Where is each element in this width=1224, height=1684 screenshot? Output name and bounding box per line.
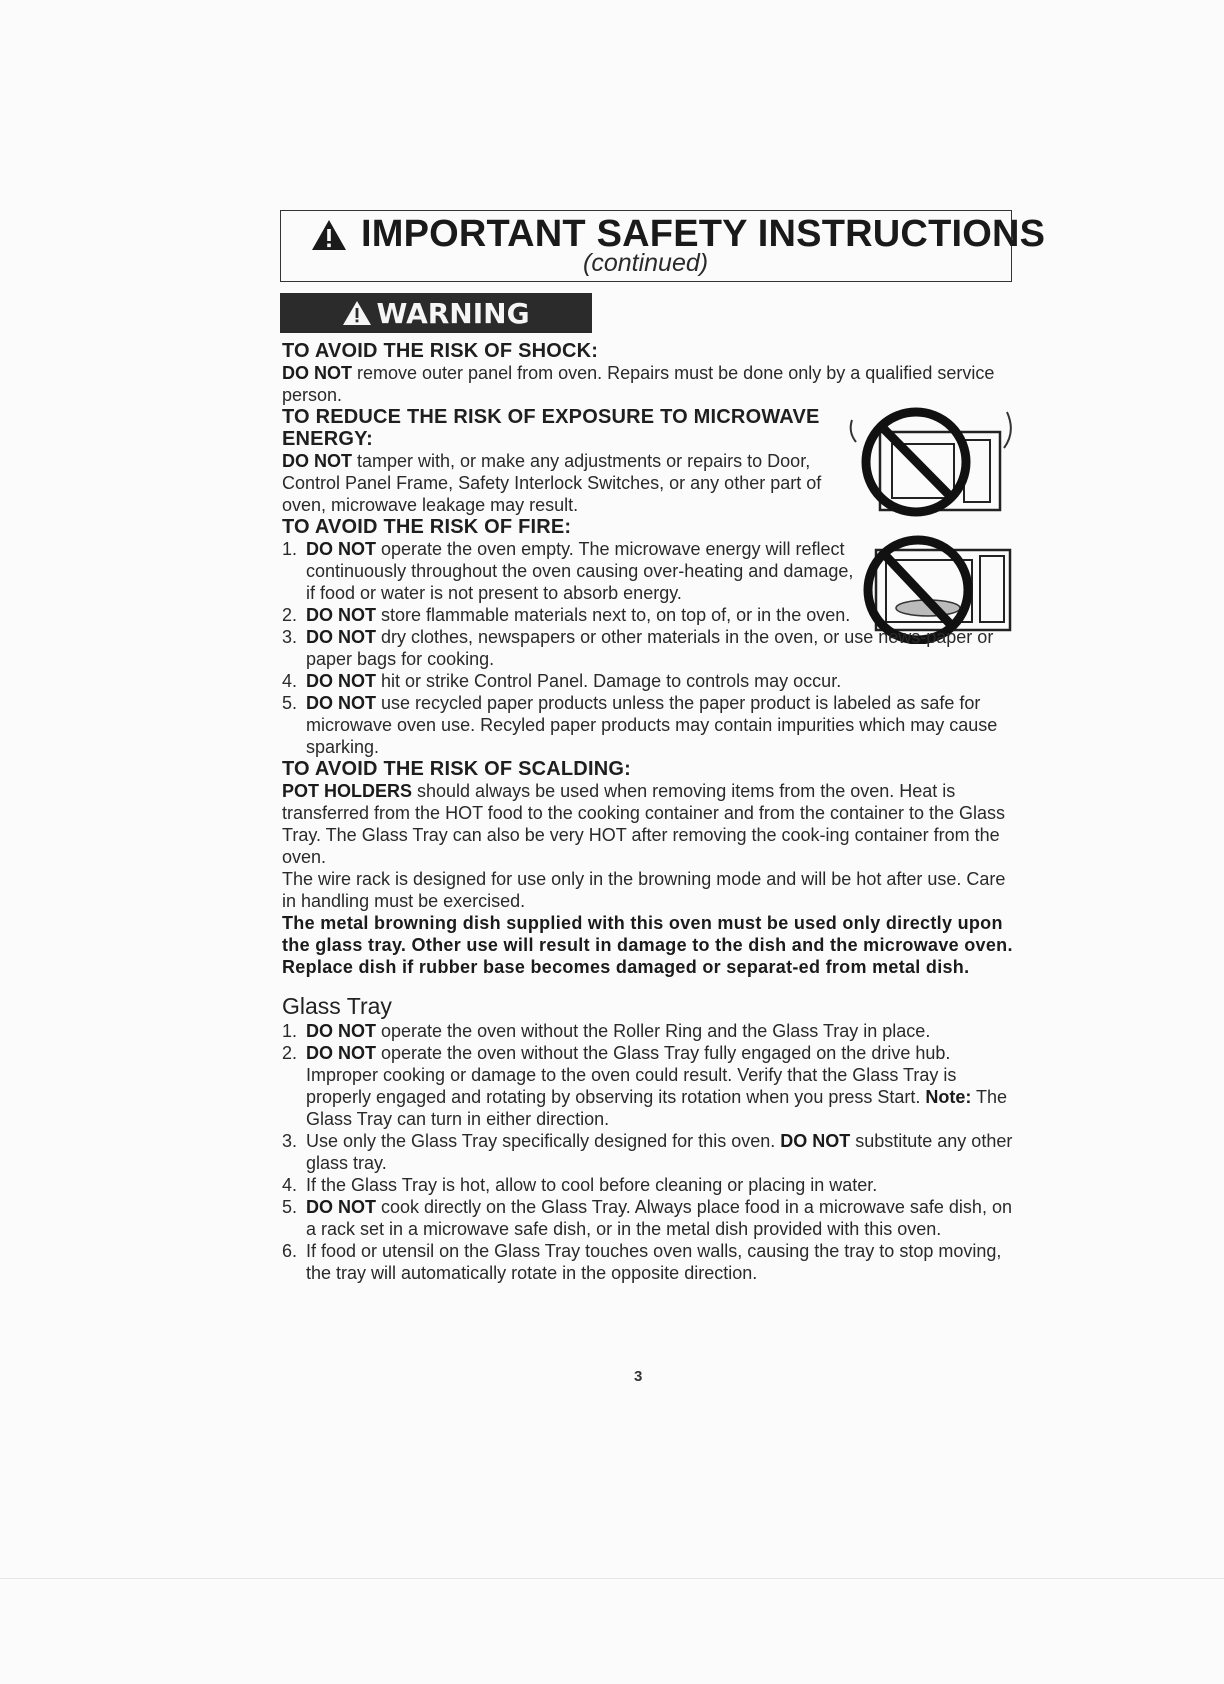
item-number: 4. bbox=[282, 1175, 298, 1195]
note-text: The Glass Tray can turn in either direction. bbox=[306, 1087, 1008, 1129]
do-not-label: DO NOT bbox=[282, 451, 352, 471]
shock-paragraph bbox=[282, 362, 1016, 406]
warning-label: WARNING bbox=[376, 296, 530, 330]
item-text: use recycled paper products unless the paper product is labeled as safe for microwave oven use. Recyled paper products may contain impurities which may cause sparking. bbox=[306, 693, 998, 757]
item-number: 4. bbox=[282, 671, 298, 691]
title-text: IMPORTANT SAFETY INSTRUCTIONS bbox=[361, 213, 1046, 255]
do-not-label: DO NOT bbox=[306, 1197, 376, 1217]
do-not-label: DO NOT bbox=[306, 539, 376, 559]
do-not-label: DO NOT bbox=[306, 627, 376, 647]
item-text: operate the oven without the Glass Tray fully engaged on the drive hub. Improper cooking or damage to the oven could result. Verify that the Glass Tray is properly engaged and rotating by observing its rotation when you press Start. bbox=[306, 1043, 957, 1107]
browning-dish-paragraph: The metal browning dish supplied with this oven must be used only directly upon the glass tray. Other use will result in damage to the dish and the microwave oven. Replace dish if rubber base becomes damaged or separat-ed from metal dish. bbox=[282, 913, 1013, 977]
item-text: substitute any other glass tray. bbox=[306, 1131, 1013, 1173]
item-number: 5. bbox=[282, 693, 298, 713]
glass-tray-list bbox=[282, 1020, 1016, 1284]
list-item bbox=[282, 1020, 1016, 1042]
list-item bbox=[282, 1240, 1016, 1284]
list-item bbox=[282, 604, 854, 626]
content-column bbox=[282, 340, 1016, 1284]
list-item bbox=[282, 1196, 1016, 1240]
glass-tray-heading: Glass Tray bbox=[282, 993, 392, 1019]
item-number: 3. bbox=[282, 627, 298, 647]
list-item bbox=[282, 1130, 1016, 1174]
list-item bbox=[282, 626, 1016, 670]
item-number: 6. bbox=[282, 1241, 298, 1261]
list-item bbox=[282, 538, 854, 604]
header-box bbox=[280, 210, 1046, 282]
scalding-paragraph bbox=[282, 780, 1016, 868]
warning-triangle-icon bbox=[342, 300, 372, 326]
scalding-text: should always be used when removing items from the oven. Heat is transferred from the HOT food to the cooking container and from the container to the Glass Tray. The Glass Tray can also be very HOT after removing the cook-ing container from the oven. bbox=[282, 781, 1006, 867]
item-text: dry clothes, newspapers or other materials in the oven, or use news-paper or paper bags for cooking. bbox=[306, 627, 994, 669]
scan-edge-line bbox=[0, 1578, 1224, 1579]
list-item bbox=[282, 692, 1016, 758]
warning-triangle-icon bbox=[311, 219, 347, 251]
shock-heading: TO AVOID THE RISK OF SHOCK: bbox=[282, 340, 599, 362]
fire-list bbox=[282, 538, 1016, 758]
exposure-heading: TO REDUCE THE RISK OF EXPOSURE TO MICROWAVE ENERGY: bbox=[282, 406, 820, 450]
item-pre-text: If food or utensil on the Glass Tray touches oven walls, causing the tray to stop moving, the tray will automatically rotate in the opposite direction. bbox=[306, 1241, 1002, 1283]
do-not-label: DO NOT bbox=[306, 1021, 376, 1041]
item-text: cook directly on the Glass Tray. Always place food in a microwave safe dish, on a rack set in a microwave safe dish, or in the metal dish provided with this oven. bbox=[306, 1197, 1012, 1239]
exposure-text: tamper with, or make any adjustments or repairs to Door, Control Panel Frame, Safety Interlock Switches, or any other part of oven, microwave leakage may result. bbox=[282, 451, 822, 515]
note-label: Note: bbox=[925, 1087, 972, 1107]
do-not-label: DO NOT bbox=[306, 605, 376, 625]
shock-text: remove outer panel from oven. Repairs must be done only by a qualified service person. bbox=[282, 363, 995, 405]
list-item bbox=[282, 1174, 1016, 1196]
item-number: 3. bbox=[282, 1131, 298, 1151]
scalding-heading: TO AVOID THE RISK OF SCALDING: bbox=[282, 758, 631, 780]
do-not-label: DO NOT bbox=[306, 693, 376, 713]
list-item bbox=[282, 670, 1016, 692]
do-not-label: DO NOT bbox=[306, 1043, 376, 1063]
wire-rack-paragraph: The wire rack is designed for use only in the browning mode and will be hot after use. Care in handling must be exercised. bbox=[282, 869, 1006, 911]
list-item bbox=[282, 1042, 1016, 1130]
warning-banner bbox=[280, 293, 592, 333]
item-number: 1. bbox=[282, 1021, 298, 1041]
do-not-label: DO NOT bbox=[780, 1131, 851, 1151]
page-subtitle: (continued) bbox=[583, 249, 709, 277]
item-number: 2. bbox=[282, 1043, 298, 1063]
item-number: 1. bbox=[282, 539, 298, 559]
item-pre-text: If the Glass Tray is hot, allow to cool before cleaning or placing in water. bbox=[306, 1175, 878, 1195]
item-text: store flammable materials next to, on top of, or in the oven. bbox=[376, 605, 851, 625]
item-text: hit or strike Control Panel. Damage to controls may occur. bbox=[376, 671, 842, 691]
item-number: 2. bbox=[282, 605, 298, 625]
do-not-label: DO NOT bbox=[282, 363, 352, 383]
item-text: operate the oven without the Roller Ring and the Glass Tray in place. bbox=[376, 1021, 931, 1041]
item-pre-text: Use only the Glass Tray specifically designed for this oven. bbox=[306, 1131, 781, 1151]
fire-heading: TO AVOID THE RISK OF FIRE: bbox=[282, 516, 572, 538]
pot-holders-label: POT HOLDERS bbox=[282, 781, 413, 801]
item-number: 5. bbox=[282, 1197, 298, 1217]
page-number: 3 bbox=[634, 1368, 643, 1385]
exposure-paragraph bbox=[282, 450, 830, 516]
item-text: operate the oven empty. The microwave energy will reflect continuously throughout the oven causing over-heating and damage, if food or water is not present to absorb energy. bbox=[306, 539, 854, 603]
do-not-label: DO NOT bbox=[306, 671, 376, 691]
